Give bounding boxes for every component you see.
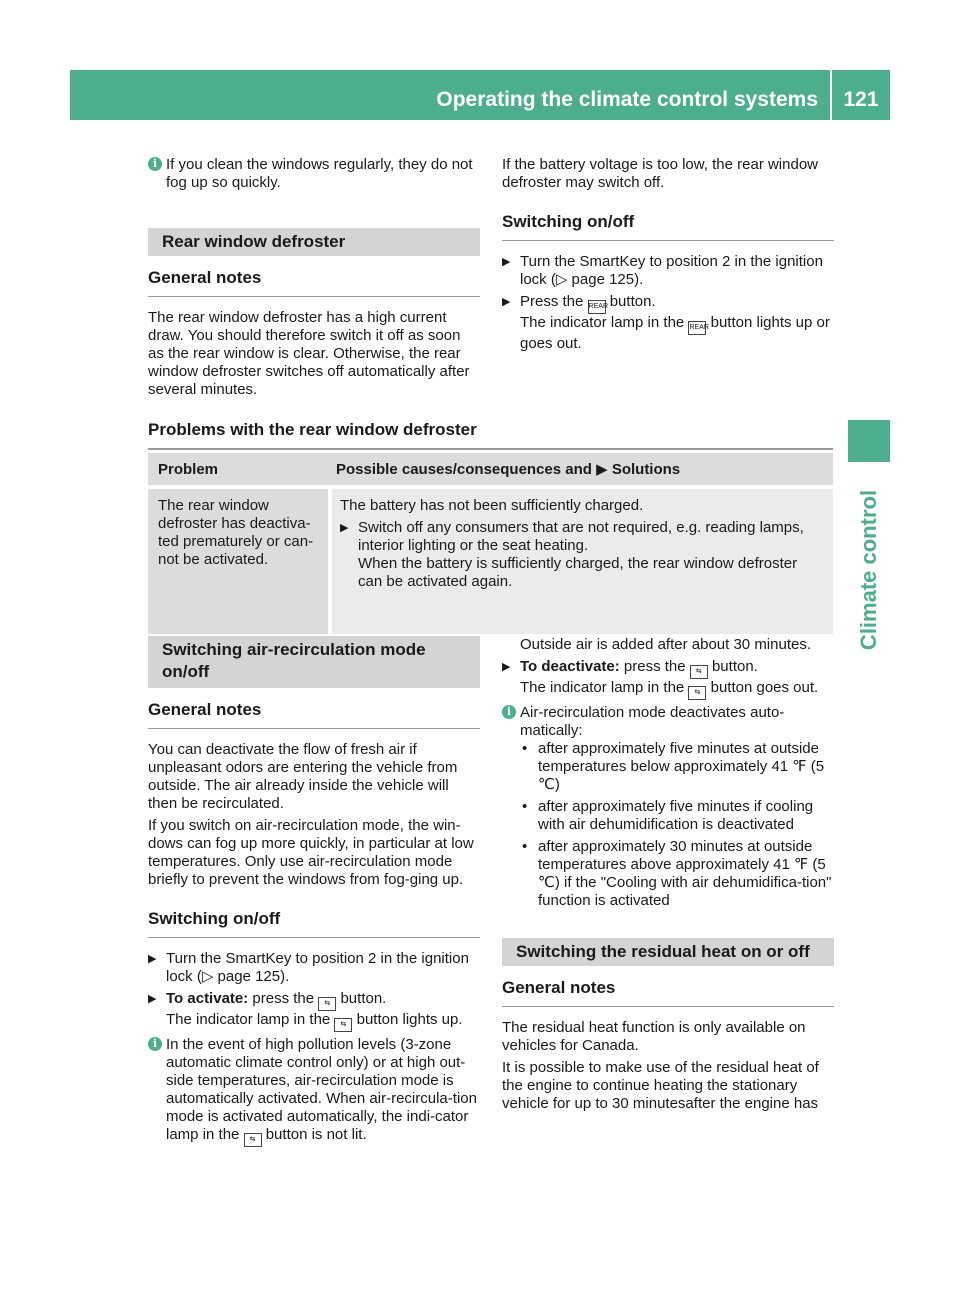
- info-icon: i: [148, 157, 162, 171]
- left-column-top: [148, 156, 480, 403]
- info-note: [148, 156, 480, 192]
- step-text: The indicator lamp in the: [520, 314, 685, 331]
- step-text: button.: [340, 990, 387, 1007]
- col-solutions: Possible causes/consequences and ▶ Solutions: [336, 461, 681, 478]
- col-problem: Problem: [158, 461, 219, 478]
- step-text: Press the: [520, 293, 584, 310]
- subheading: General notes: [148, 268, 480, 297]
- step: [502, 253, 834, 289]
- arrow-icon: ▶: [502, 296, 511, 308]
- subheading: Switching on/off: [502, 212, 834, 241]
- table-row: [148, 489, 833, 634]
- chapter-label-text: Climate control: [856, 489, 881, 651]
- step-text: button lights up.: [356, 1011, 463, 1028]
- step-text: button lights up or goes out.: [520, 314, 830, 352]
- recirculation-button-icon: ⇆: [688, 686, 706, 700]
- body-text: The residual heat function is only available on vehicles for Canada.: [502, 1019, 806, 1054]
- step-text: The indicator lamp in the: [166, 1011, 331, 1028]
- list-item: [520, 838, 834, 910]
- bullet-list: [502, 740, 834, 910]
- step-label: To deactivate:: [520, 658, 620, 675]
- step-text: button goes out.: [710, 679, 819, 696]
- section-heading: Switching air-recirculation mode on/off: [148, 636, 480, 688]
- rear-defroster-button-icon: REAR: [588, 300, 606, 314]
- info-note: [502, 704, 834, 740]
- list-item-text: after approximately five minutes at outside temperatures below approximately 41 ℉ (5 ℃): [538, 740, 825, 793]
- info-icon: i: [502, 705, 516, 719]
- solution-text: When the battery is sufficiently charged, the rear window defroster can be activated again.: [358, 555, 798, 590]
- arrow-icon: ▶: [502, 256, 511, 268]
- subheading: General notes: [148, 700, 480, 729]
- right-column-top: [502, 156, 834, 357]
- recirculation-button-icon: ⇆: [318, 997, 336, 1011]
- info-text: Air-recirculation mode deactivates auto-matically:: [520, 704, 785, 739]
- subheading: General notes: [502, 978, 834, 1007]
- step-text: button.: [609, 293, 656, 310]
- problem-cell: The rear window defroster has deactiva-ted prematurely or can-not be activated.: [148, 489, 328, 634]
- step: [502, 293, 834, 353]
- body-text: The rear window defroster has a high current draw. You should therefore switch it off as soon as the rear window is clear. Otherwise, the rear window defroster switches off automatically after several minutes.: [148, 309, 470, 398]
- info-text: button is not lit.: [265, 1126, 367, 1143]
- body-text: If you switch on air-recirculation mode, the win-dows can fog up more quickly, in particular at low temperatures. Only use air-recirculation mode briefly to prevent the windows from fog-ging up.: [148, 817, 474, 888]
- step-text: press the: [252, 990, 315, 1007]
- bullet-icon: •: [522, 740, 528, 757]
- info-note: [148, 1036, 480, 1147]
- step: [148, 950, 480, 986]
- left-column-bottom: [148, 636, 480, 1147]
- step: [148, 990, 480, 1032]
- problems-table: [148, 453, 833, 634]
- arrow-icon: ▶: [340, 522, 349, 534]
- step-text: The indicator lamp in the: [520, 679, 685, 696]
- problems-title: Problems with the rear window defroster: [148, 420, 833, 450]
- list-item: [520, 740, 834, 794]
- page-title: Operating the climate control systems: [436, 88, 818, 111]
- chapter-tab: [848, 420, 890, 462]
- subheading: Switching on/off: [148, 909, 480, 938]
- body-text: You can deactivate the flow of fresh air if unpleasant odors are entering the vehicle from outside. The air already inside the vehicle will then be recirculated.: [148, 741, 458, 812]
- chapter-label: [848, 470, 890, 670]
- arrow-icon: ▶: [148, 953, 157, 965]
- section-heading: Switching the residual heat on or off: [502, 938, 834, 966]
- page-header: [70, 70, 890, 120]
- step: [502, 658, 834, 700]
- list-item-text: after approximately 30 minutes at outside temperatures above approximately 41 ℉ (5 ℃) if the "Cooling with air dehumidifica-tion" function is activated: [538, 838, 832, 909]
- table-header: [148, 453, 833, 485]
- step-label: To activate:: [166, 990, 249, 1007]
- step-text: Turn the SmartKey to position 2 in the ignition lock (▷ page 125).: [166, 950, 469, 985]
- info-text: In the event of high pollution levels (3-zone automatic climate control only) or at high out-side temperatures, air-recirculation mode is automatically activated. When air-recircula-tion mode is activated automatically, the indi-cator lamp in the: [166, 1036, 477, 1143]
- body-text: Outside air is added after about 30 minutes.: [520, 636, 812, 653]
- step-text: Turn the SmartKey to position 2 in the ignition lock (▷ page 125).: [520, 253, 823, 288]
- arrow-icon: ▶: [502, 661, 511, 673]
- step-text: button.: [711, 658, 758, 675]
- list-item-text: after approximately five minutes if cooling with air dehumidification is deactivated: [538, 798, 814, 833]
- step-text: press the: [623, 658, 686, 675]
- cause-text: The battery has not been sufficiently charged.: [340, 497, 644, 514]
- bullet-icon: •: [522, 798, 528, 815]
- page-number: 121: [843, 88, 879, 111]
- recirculation-button-icon: ⇆: [334, 1018, 352, 1032]
- right-column-bottom: [502, 636, 834, 1117]
- section-heading: Rear window defroster: [148, 228, 480, 256]
- list-item: [520, 798, 834, 834]
- rear-defroster-button-icon: REAR: [688, 321, 706, 335]
- body-text: It is possible to make use of the residual heat of the engine to continue heating the stationary vehicle for up to 30 minutesafter the engine has: [502, 1059, 819, 1112]
- solution-cell: [332, 489, 833, 634]
- info-icon: i: [148, 1037, 162, 1051]
- body-text: If the battery voltage is too low, the rear window defroster may switch off.: [502, 156, 819, 191]
- arrow-icon: ▶: [148, 993, 157, 1005]
- bullet-icon: •: [522, 838, 528, 855]
- solution-text: Switch off any consumers that are not required, e.g. reading lamps, interior lighting or the seat heating.: [358, 519, 804, 554]
- step: [340, 519, 825, 591]
- recirculation-button-icon: ⇆: [690, 665, 708, 679]
- info-text: If you clean the windows regularly, they do not fog up so quickly.: [166, 156, 473, 191]
- recirculation-button-icon: ⇆: [244, 1133, 262, 1147]
